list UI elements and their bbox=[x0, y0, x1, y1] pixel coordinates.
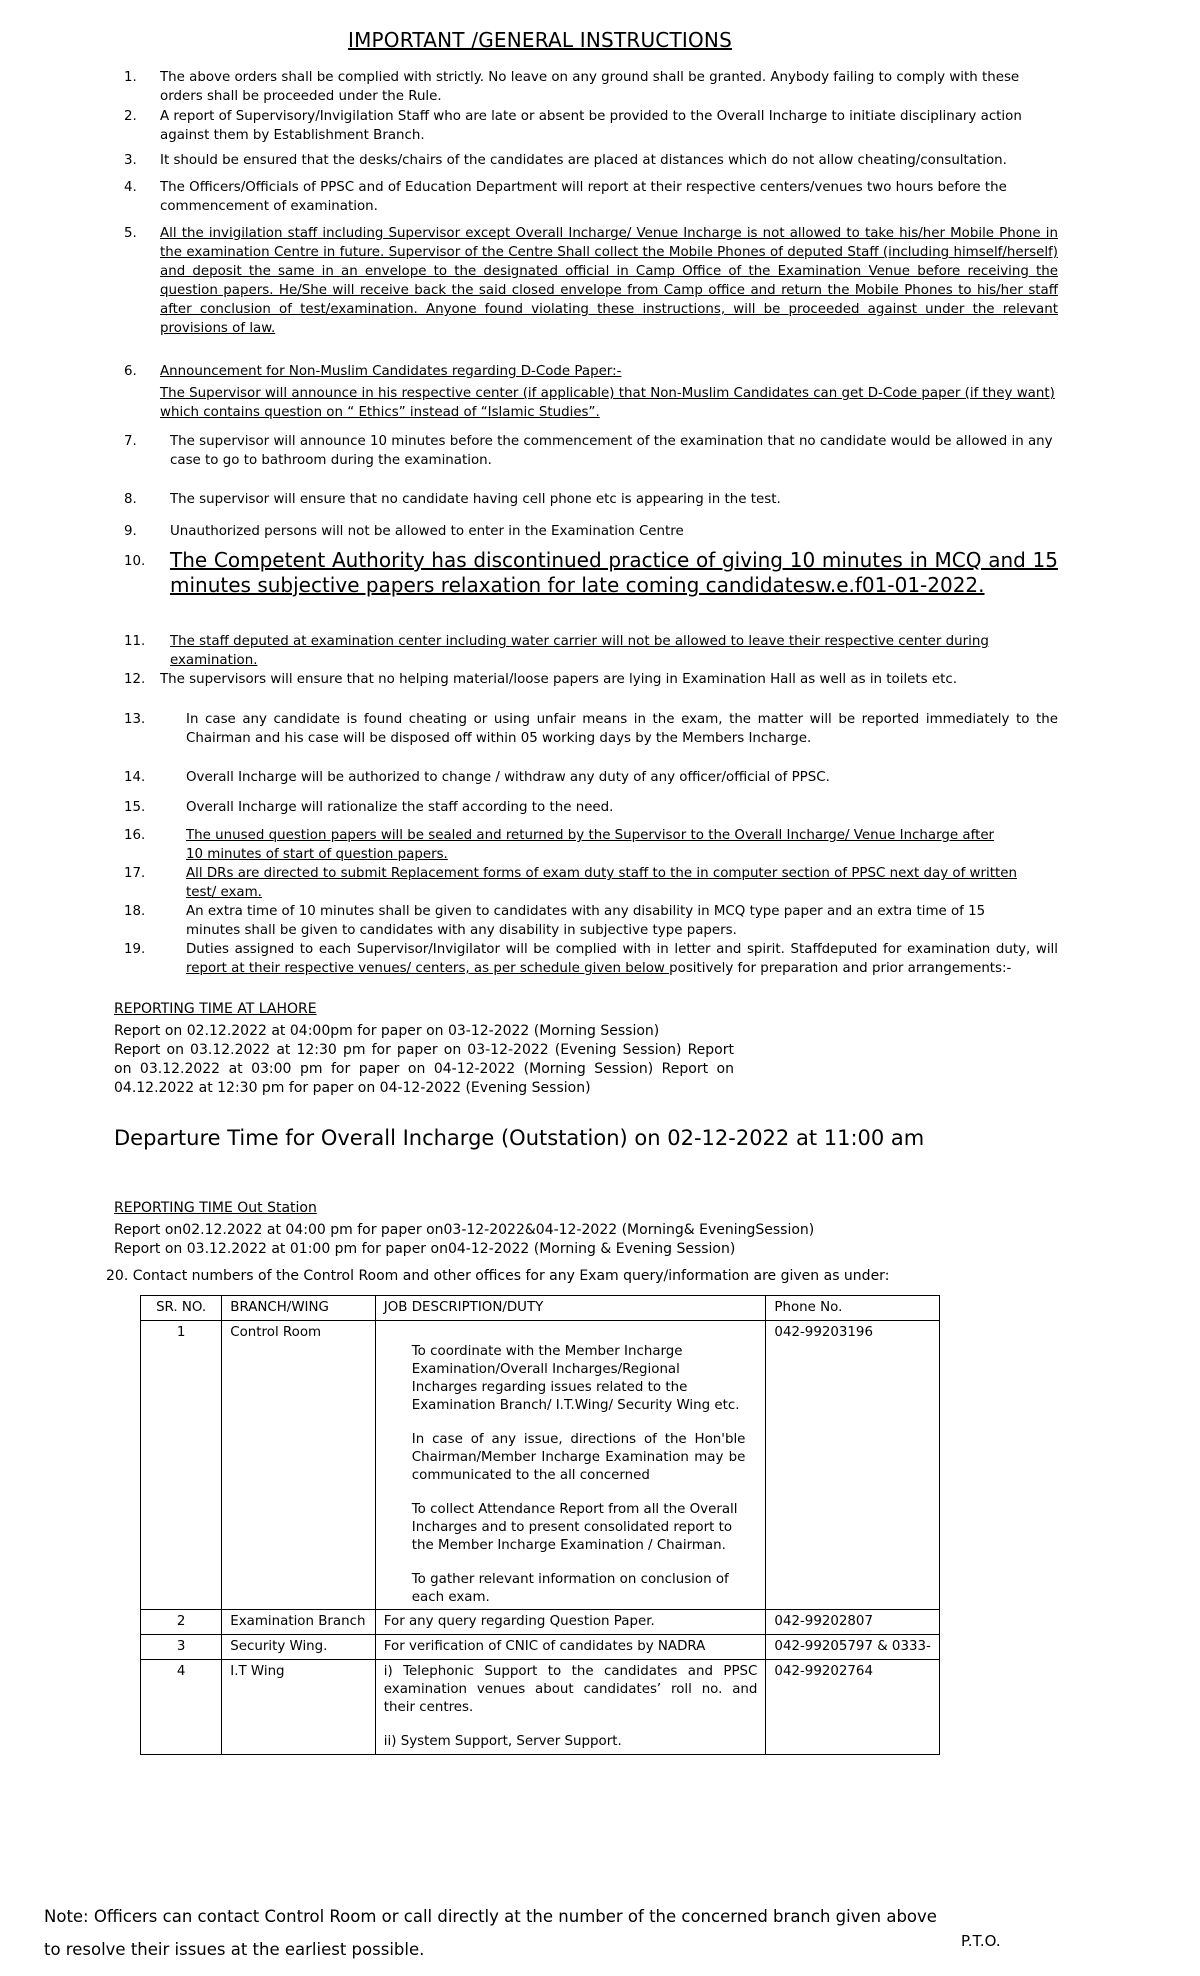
reporting-lahore-heading: REPORTING TIME AT LAHORE bbox=[114, 1001, 317, 1017]
item-number: 10. bbox=[124, 554, 146, 569]
item-number: 8. bbox=[124, 492, 137, 507]
column-header: Phone No. bbox=[766, 1296, 940, 1321]
item-text: The unused question papers will be sealed and returned by the Supervisor to the Overall Incharge/ Venue Incharge after 10 minutes of start of question papers. bbox=[186, 828, 995, 862]
table-row bbox=[141, 1321, 940, 1610]
item-text: The supervisor will ensure that no candidate having cell phone etc is appearing in the test. bbox=[170, 492, 781, 507]
page-title: IMPORTANT /GENERAL INSTRUCTIONS bbox=[347, 28, 732, 52]
table-row bbox=[141, 1635, 940, 1660]
item-number: 14. bbox=[124, 770, 146, 785]
item-number: 18. bbox=[124, 904, 146, 919]
item-text: The staff deputed at examination center including water carrier will not be allowed to leave their respective center during examination. bbox=[170, 634, 989, 668]
branch-cell: Security Wing. bbox=[222, 1635, 376, 1660]
item-text: The supervisors will ensure that no helping material/loose papers are lying in Examination Hall as well as in toilets etc. bbox=[160, 672, 957, 687]
phone-cell: 042-99202764 bbox=[766, 1660, 940, 1755]
item-text: The above orders shall be complied with strictly. No leave on any ground shall be granted. Anybody failing to comply with these orders shall be proceeded under the Rule. bbox=[160, 70, 1020, 104]
note-line: Note: Officers can contact Control Room or call directly at the number of the concerned branch given above bbox=[44, 1907, 937, 1926]
column-header: JOB DESCRIPTION/DUTY bbox=[375, 1296, 766, 1321]
phone-cell: 042-99202807 bbox=[766, 1610, 940, 1635]
table-row bbox=[141, 1610, 940, 1635]
duty-paragraph: i) Telephonic Support to the candidates and PPSC examination venues about candidates’ roll no. and their centres. bbox=[383, 1664, 758, 1715]
duty-paragraph: To coordinate with the Member Incharge Examination/Overall Incharges/Regional Incharges regarding issues related to the Examination Branch/ I.T.Wing/ Security Wing etc. bbox=[411, 1344, 740, 1413]
item-text: The supervisor will announce 10 minutes before the commencement of the examination that no candidate would be allowed in any case to go to bathroom during the examination. bbox=[170, 434, 1053, 468]
item-text: All DRs are directed to submit Replacement forms of exam duty staff to the in computer section of PPSC next day of written test/ exam. bbox=[186, 866, 1017, 900]
phone-cell: 042-99205797 & 0333- bbox=[766, 1635, 940, 1660]
item-number: 2. bbox=[124, 109, 137, 124]
duty-cell bbox=[375, 1321, 766, 1610]
phone-cell: 042-99203196 bbox=[766, 1321, 940, 1610]
duty-paragraph: ii) System Support, Server Support. bbox=[383, 1734, 622, 1749]
sr-cell: 2 bbox=[141, 1610, 222, 1635]
table-row bbox=[141, 1660, 940, 1755]
duty-paragraph: To collect Attendance Report from all the Overall Incharges and to present consolidated report to the Member Incharge Examination / Chairman. bbox=[411, 1502, 738, 1553]
item-text: In case any candidate is found cheating or using unfair means in the exam, the matter will be reported immediately to the Chairman and his case will be disposed off within 05 working days by the Members Incharge. bbox=[186, 712, 1058, 746]
note-line: to resolve their issues at the earliest possible. bbox=[44, 1940, 425, 1959]
duty-cell: For any query regarding Question Paper. bbox=[375, 1610, 766, 1635]
item-text: Overall Incharge will be authorized to change / withdraw any duty of any officer/official of PPSC. bbox=[186, 770, 830, 785]
item-subtext: The Supervisor will announce in his respective center (if applicable) that Non-Muslim Candidates can get D-Code paper (if they want) which contains question on “ Ethics” instead of “Islamic Studies”. bbox=[160, 386, 1055, 420]
reporting-outstation-line: Report on02.12.2022 at 04:00 pm for paper on03-12-2022&04-12-2022 (Morning& EveningSession) bbox=[114, 1222, 815, 1238]
item-number: 9. bbox=[124, 524, 137, 539]
item-text: Announcement for Non-Muslim Candidates regarding D-Code Paper:- bbox=[160, 364, 622, 379]
contact-table bbox=[140, 1295, 940, 1755]
duty-paragraph: In case of any issue, directions of the Hon'ble Chairman/Member Incharge Examination may be communicated to the all concerned bbox=[411, 1432, 746, 1483]
item-number: 16. bbox=[124, 828, 146, 843]
duty-cell: For verification of CNIC of candidates by NADRA bbox=[375, 1635, 766, 1660]
duty-paragraph: To gather relevant information on conclusion of each exam. bbox=[411, 1572, 729, 1605]
footer-note bbox=[44, 1900, 1024, 1966]
branch-cell: Examination Branch bbox=[222, 1610, 376, 1635]
item-number: 1. bbox=[124, 70, 137, 85]
item-text-part: Duties assigned to each Supervisor/Invigilator will be complied with in letter and spirit. Staffdeputed for examination duty, will bbox=[186, 942, 1058, 957]
sr-cell: 4 bbox=[141, 1660, 222, 1755]
item-number: 6. bbox=[124, 364, 137, 379]
item-number: 11. bbox=[124, 634, 146, 649]
column-header: SR. NO. bbox=[141, 1296, 222, 1321]
column-header: BRANCH/WING bbox=[222, 1296, 376, 1321]
item-number: 5. bbox=[124, 226, 137, 241]
item-number: 13. bbox=[124, 712, 146, 727]
item-text: Unauthorized persons will not be allowed to enter in the Examination Centre bbox=[170, 524, 684, 539]
item-text-underlined: report at their respective venues/ centers, as per schedule given below bbox=[186, 961, 670, 976]
branch-cell: Control Room bbox=[222, 1321, 376, 1610]
item-number: 7. bbox=[124, 434, 137, 449]
item-text: Overall Incharge will rationalize the staff according to the need. bbox=[186, 800, 614, 815]
item-number: 19. bbox=[124, 942, 146, 957]
sr-cell: 3 bbox=[141, 1635, 222, 1660]
item-number: 4. bbox=[124, 180, 137, 195]
sr-cell: 1 bbox=[141, 1321, 222, 1610]
duty-cell bbox=[375, 1660, 766, 1755]
item-text bbox=[186, 940, 1058, 978]
departure-time: Departure Time for Overall Incharge (Outstation) on 02-12-2022 at 11:00 am bbox=[114, 1126, 925, 1150]
item-number: 3. bbox=[124, 153, 137, 168]
pto-label: P.T.O. bbox=[961, 1932, 1001, 1950]
item-text: An extra time of 10 minutes shall be given to candidates with any disability in MCQ type paper and an extra time of 15 minutes shall be given to candidates with any disability in subjective type papers. bbox=[186, 904, 986, 938]
reporting-outstation-heading: REPORTING TIME Out Station bbox=[114, 1200, 317, 1216]
table-header-row bbox=[141, 1296, 940, 1321]
item-number: 12. bbox=[124, 672, 146, 687]
item-text: All the invigilation staff including Supervisor except Overall Incharge/ Venue Incharge is not allowed to take his/her Mobile Phone in the examination Centre in future. Supervisor of the Centre Shall collect the Mobile Phones of deputed Staff (including himself/herself) and deposit the same in an envelope to the designated official in Camp Office of the Examination Venue before receiving the question papers. He/She will receive back the said closed envelope from Camp office and return the Mobile Phones to his/her staff after conclusion of test/examination. Anyone found violating these instructions, will be proceeded against under the relevant provisions of law. bbox=[160, 226, 1058, 336]
reporting-lahore-block: Report on 03.12.2022 at 12:30 pm for paper on 03-12-2022 (Evening Session) Report on 03.12.2022 at 03:00 pm for paper on 04-12-2022 (Morning Session) Report on 04.12.2022 at 12:30 pm for paper on 04-12-2022 (Evening Session) bbox=[114, 1042, 734, 1096]
item-number: 17. bbox=[124, 866, 146, 881]
item-text-part: positively for preparation and prior arrangements:- bbox=[669, 961, 1012, 976]
reporting-lahore-line: Report on 02.12.2022 at 04:00pm for paper on 03-12-2022 (Morning Session) bbox=[114, 1023, 660, 1039]
reporting-outstation-line: Report on 03.12.2022 at 01:00 pm for paper on04-12-2022 (Morning & Evening Session) bbox=[114, 1241, 736, 1257]
item-number: 15. bbox=[124, 800, 146, 815]
item-text: The Competent Authority has discontinued practice of giving 10 minutes in MCQ and 15 minutes subjective papers relaxation for late coming candidatesw.e.f01-01-2022. bbox=[170, 548, 1058, 597]
contact-intro: 20. Contact numbers of the Control Room and other offices for any Exam query/information are given as under: bbox=[106, 1268, 890, 1284]
item-text: It should be ensured that the desks/chairs of the candidates are placed at distances which do not allow cheating/consultation. bbox=[160, 153, 1007, 168]
item-text: A report of Supervisory/Invigilation Staff who are late or absent be provided to the Overall Incharge to initiate disciplinary action against them by Establishment Branch. bbox=[160, 109, 1022, 143]
branch-cell: I.T Wing bbox=[222, 1660, 376, 1755]
item-text: The Officers/Officials of PPSC and of Education Department will report at their respective centers/venues two hours before the commencement of examination. bbox=[160, 180, 1007, 214]
